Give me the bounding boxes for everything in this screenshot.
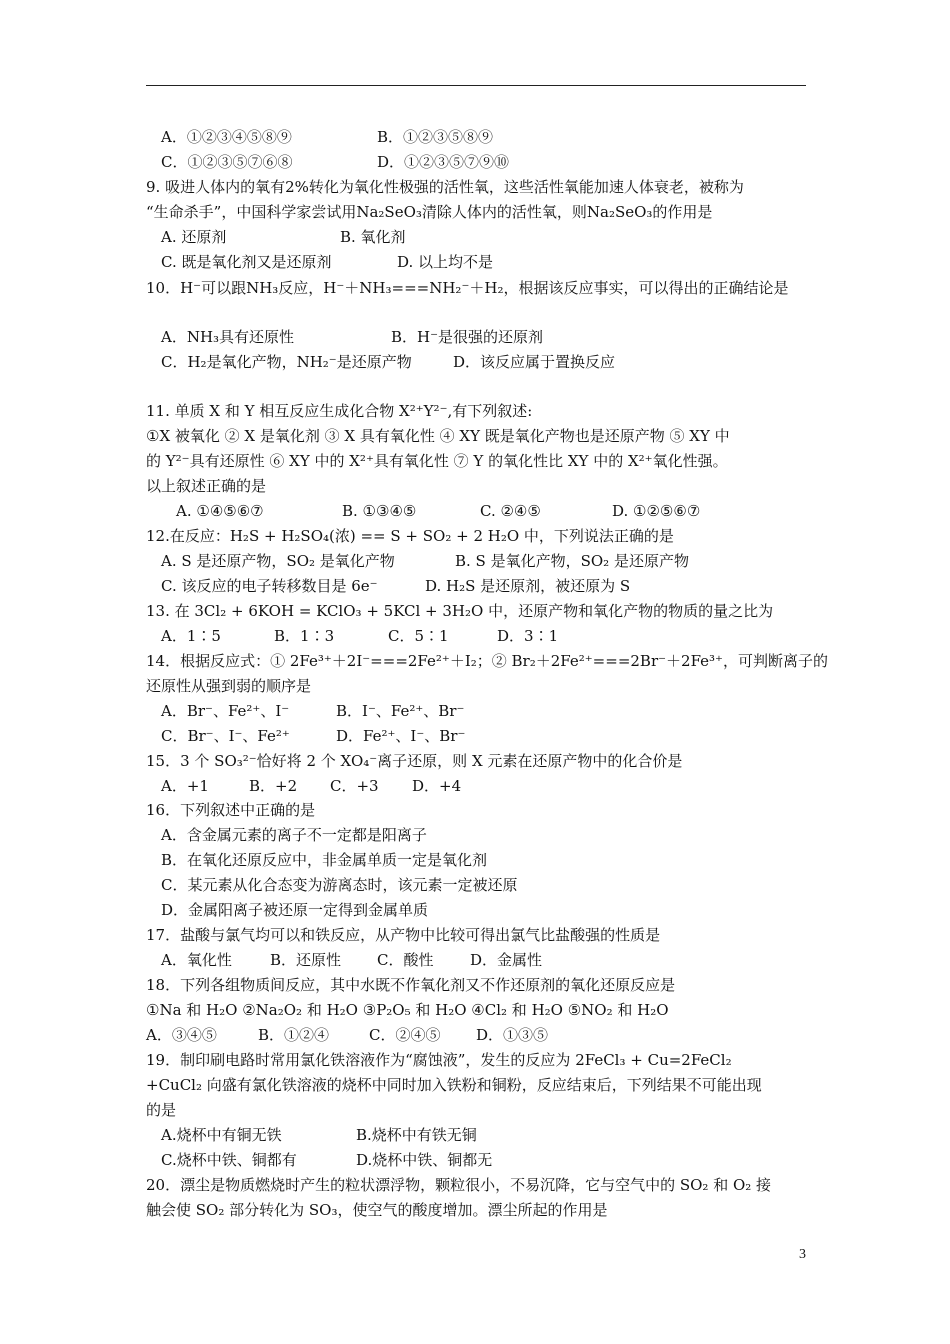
q10-option-a: A．NH₃具有还原性 <box>161 328 295 346</box>
header-rule <box>146 85 806 86</box>
q11-stem-4: 以上叙述正确的是 <box>146 477 267 495</box>
q20-stem-2: 触会使 SO₂ 部分转化为 SO₃，使空气的酸度增加。漂尘所起的作用是 <box>146 1201 608 1219</box>
q12-option-d: D. H₂S 是还原剂，被还原为 S <box>425 577 631 595</box>
q12-stem: 12.在反应：H₂S + H₂SO₄(浓) == S + SO₂ + 2 H₂O 中，下列说法正确的是 <box>146 527 674 545</box>
q19-stem-1: 19．制印刷电路时常用氯化铁溶液作为“腐蚀液”，发生的反应为 2FeCl₃ + Cu=2FeCl₂ <box>146 1051 732 1069</box>
q19-option-a: A.烧杯中有铜无铁 <box>161 1126 282 1144</box>
q13-option-b: B．1∶3 <box>274 627 335 645</box>
q14-option-b: B．I⁻、Fe²⁺、Br⁻ <box>336 702 465 720</box>
q9-option-b: B. 氧化剂 <box>340 228 406 246</box>
q17-option-b: B．还原性 <box>270 951 342 969</box>
q14-option-a: A．Br⁻、Fe²⁺、I⁻ <box>161 702 290 720</box>
q15-option-b: B．+2 <box>249 777 298 795</box>
q10-stem: 10．H⁻可以跟NH₃反应，H⁻＋NH₃===NH₂⁻＋H₂，根据该反应事实，可以得出的正确结论是 <box>146 279 789 297</box>
q11-stem-3: 的 Y²⁻具有还原性 ⑥ XY 中的 X²⁺具有氧化性 ⑦ Y 的氧化性比 XY 中的 X²⁺氧化性强。 <box>146 452 728 470</box>
q16-option-c: C．某元素从化合态变为游离态时，该元素一定被还原 <box>161 876 518 894</box>
q19-option-d: D.烧杯中铁、铜都无 <box>356 1151 493 1169</box>
q14-stem-1: 14．根据反应式：① 2Fe³⁺＋2I⁻===2Fe²⁺＋I₂；② Br₂＋2Fe²⁺===2Br⁻＋2Fe³⁺，可判断离子的 <box>146 652 828 670</box>
q14-option-d: D．Fe²⁺、I⁻、Br⁻ <box>336 727 466 745</box>
q16-option-a: A．含金属元素的离子不一定都是阳离子 <box>161 826 427 844</box>
q8-option-b: B．①②③⑤⑧⑨ <box>377 128 494 146</box>
q9-stem-2: “生命杀手”，中国科学家尝试用Na₂SeO₃清除人体内的活性氧，则Na₂SeO₃的作用是 <box>146 203 713 221</box>
q18-option-a: A．③④⑤ <box>146 1026 217 1044</box>
q11-option-b: B. ①③④⑤ <box>342 502 417 520</box>
q18-option-b: B．①②④ <box>258 1026 330 1044</box>
q9-option-c: C. 既是氧化剂又是还原剂 <box>161 253 332 271</box>
q11-stem-2: ①X 被氧化 ② X 是氧化剂 ③ X 具有氧化性 ④ XY 既是氧化产物也是还原产物 ⑤ XY 中 <box>146 427 730 445</box>
q9-option-d: D. 以上均不是 <box>397 253 494 271</box>
q9-option-a: A. 还原剂 <box>161 228 227 246</box>
q13-option-d: D．3∶1 <box>497 627 559 645</box>
q19-option-b: B.烧杯中有铁无铜 <box>356 1126 477 1144</box>
q9-stem-1: 9. 吸进人体内的氧有2%转化为氧化性极强的活性氧，这些活性氧能加速人体衰老，被称为 <box>146 178 744 196</box>
q18-option-c: C．②④⑤ <box>369 1026 441 1044</box>
q15-option-d: D．+4 <box>412 777 462 795</box>
q13-option-c: C．5∶1 <box>388 627 449 645</box>
q16-option-d: D．金属阳离子被还原一定得到金属单质 <box>161 901 429 919</box>
q17-option-d: D．金属性 <box>470 951 543 969</box>
page-number: 3 <box>799 1247 806 1262</box>
q18-stem-2: ①Na 和 H₂O ②Na₂O₂ 和 H₂O ③P₂O₅ 和 H₂O ④Cl₂ 和 H₂O ⑤NO₂ 和 H₂O <box>146 1001 669 1019</box>
q18-option-d: D．①③⑤ <box>476 1026 549 1044</box>
q15-stem: 15．3 个 SO₃²⁻恰好将 2 个 XO₄⁻离子还原，则 X 元素在还原产物中的化合价是 <box>146 752 683 770</box>
q14-stem-2: 还原性从强到弱的顺序是 <box>146 677 312 695</box>
q8-option-d: D．①②③⑤⑦⑨⑩ <box>377 153 510 171</box>
q13-stem: 13. 在 3Cl₂ + 6KOH = KClO₃ + 5KCl + 3H₂O 中，还原产物和氧化产物的物质的量之比为 <box>146 602 774 620</box>
q11-stem-1: 11. 单质 X 和 Y 相互反应生成化合物 X²⁺Y²⁻,有下列叙述: <box>146 402 533 420</box>
q16-option-b: B．在氧化还原反应中，非金属单质一定是氧化剂 <box>161 851 488 869</box>
q11-option-a: A. ①④⑤⑥⑦ <box>176 502 264 520</box>
q11-option-d: D. ①②⑤⑥⑦ <box>612 502 701 520</box>
q20-stem-1: 20．漂尘是物质燃烧时产生的粒状漂浮物，颗粒很小，不易沉降，它与空气中的 SO₂ 和 O₂ 接 <box>146 1176 772 1194</box>
q12-option-b: B. S 是氧化产物，SO₂ 是还原产物 <box>455 552 689 570</box>
q8-option-a: A．①②③④⑤⑧⑨ <box>161 128 292 146</box>
q12-option-c: C. 该反应的电子转移数目是 6e⁻ <box>161 577 378 595</box>
q11-option-c: C. ②④⑤ <box>480 502 541 520</box>
q18-stem-1: 18．下列各组物质间反应，其中水既不作氧化剂又不作还原剂的氧化还原反应是 <box>146 976 676 994</box>
q16-stem: 16．下列叙述中正确的是 <box>146 801 316 819</box>
q15-option-c: C．+3 <box>330 777 379 795</box>
q19-option-c: C.烧杯中铁、铜都有 <box>161 1151 297 1169</box>
q10-option-d: D．该反应属于置换反应 <box>453 353 616 371</box>
q17-option-a: A．氧化性 <box>161 951 232 969</box>
q17-stem: 17．盐酸与氯气均可以和铁反应，从产物中比较可得出氯气比盐酸强的性质是 <box>146 926 661 944</box>
q14-option-c: C．Br⁻、I⁻、Fe²⁺ <box>161 727 290 745</box>
q19-stem-2: +CuCl₂ 向盛有氯化铁溶液的烧杯中同时加入铁粉和铜粉，反应结束后，下列结果不可能出现 <box>146 1076 762 1094</box>
q10-option-c: C．H₂是氧化产物，NH₂⁻是还原产物 <box>161 353 412 371</box>
q17-option-c: C．酸性 <box>377 951 434 969</box>
q12-option-a: A. S 是还原产物，SO₂ 是氧化产物 <box>161 552 395 570</box>
q19-stem-3: 的是 <box>146 1101 177 1119</box>
q10-option-b: B．H⁻是很强的还原剂 <box>391 328 544 346</box>
q15-option-a: A．+1 <box>161 777 209 795</box>
q13-option-a: A．1∶5 <box>161 627 221 645</box>
q8-option-c: C．①②③⑤⑦⑥⑧ <box>161 153 293 171</box>
